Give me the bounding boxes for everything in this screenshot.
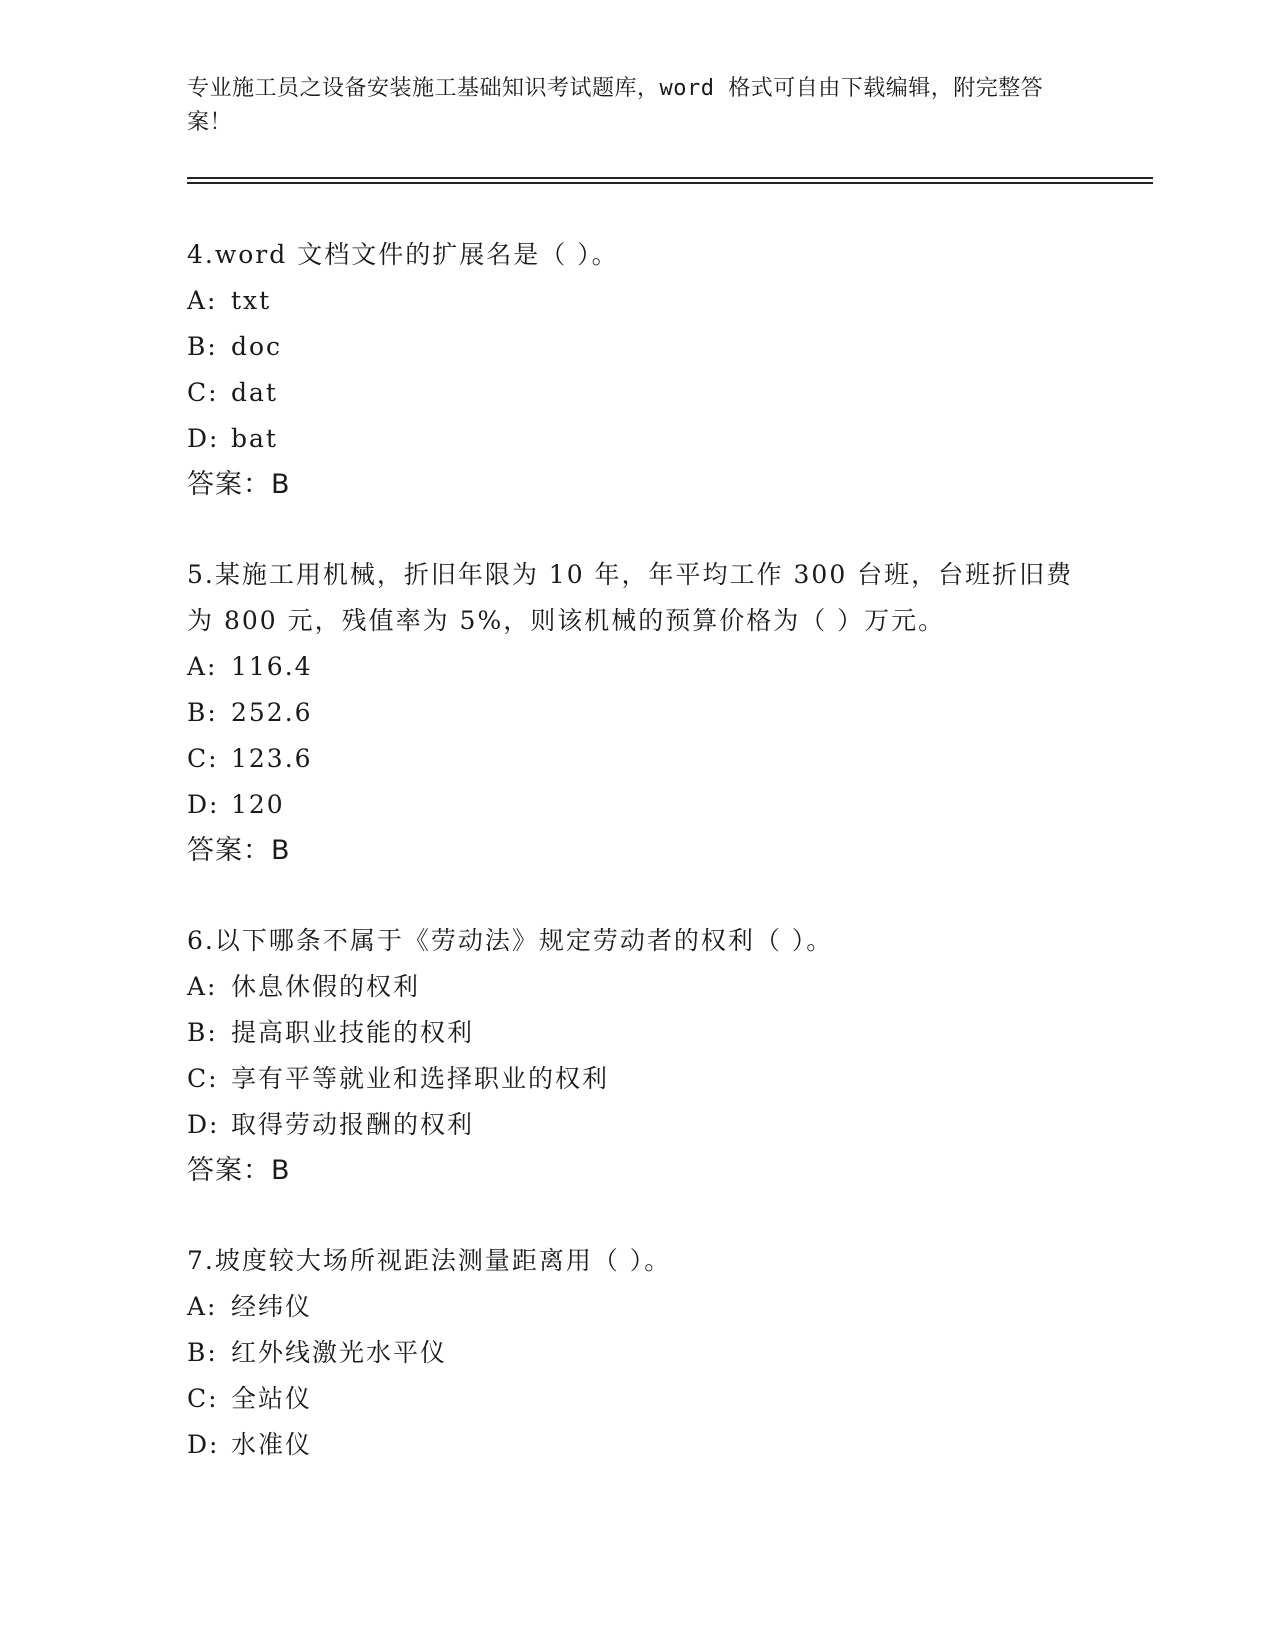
question-stem: 7.坡度较大场所视距法测量距离用（ ）。 <box>187 1246 672 1275</box>
question-5 <box>187 552 1087 874</box>
option-text: 全站仪 <box>231 1384 313 1413</box>
option-label: C: <box>187 378 219 407</box>
option-d <box>187 782 1087 828</box>
option-label: A: <box>187 652 218 681</box>
document-header: 专业施工员之设备安装施工基础知识考试题库，word 格式可自由下载编辑，附完整答案！ <box>187 76 1044 135</box>
option-label: A: <box>187 286 218 315</box>
question-4 <box>187 232 1087 508</box>
answer-line: 答案：B <box>187 469 291 500</box>
option-text: 120 <box>231 790 285 819</box>
answer-line: 答案：B <box>187 835 291 866</box>
option-label: A: <box>187 1292 218 1321</box>
option-text: 休息休假的权利 <box>231 972 421 1001</box>
option-text: dat <box>231 378 278 407</box>
option-c <box>187 370 1087 416</box>
option-text: doc <box>231 332 283 361</box>
option-c <box>187 1056 1087 1102</box>
option-a <box>187 278 1087 324</box>
option-label: B: <box>187 332 218 361</box>
header-rule-top <box>187 177 1153 179</box>
option-text: 取得劳动报酬的权利 <box>231 1110 475 1139</box>
option-label: D: <box>187 1110 220 1139</box>
option-text: 享有平等就业和选择职业的权利 <box>231 1064 610 1093</box>
option-text: 116.4 <box>231 652 313 681</box>
question-7 <box>187 1238 1087 1468</box>
question-stem: 6.以下哪条不属于《劳动法》规定劳动者的权利（ ）。 <box>187 926 834 955</box>
question-6 <box>187 918 1087 1194</box>
option-a <box>187 1284 1087 1330</box>
option-label: D: <box>187 424 220 453</box>
option-text: 252.6 <box>231 698 313 727</box>
option-label: B: <box>187 698 218 727</box>
option-c <box>187 1376 1087 1422</box>
option-label: D: <box>187 790 220 819</box>
option-label: C: <box>187 1064 219 1093</box>
option-b <box>187 690 1087 736</box>
option-a <box>187 964 1087 1010</box>
option-text: txt <box>231 286 272 315</box>
option-c <box>187 736 1087 782</box>
question-list <box>187 232 1087 1468</box>
option-label: B: <box>187 1018 218 1047</box>
header-rule-bottom <box>187 182 1153 184</box>
option-b <box>187 1010 1087 1056</box>
option-d <box>187 1102 1087 1148</box>
option-text: 经纬仪 <box>231 1292 313 1321</box>
option-text: 水准仪 <box>231 1430 313 1459</box>
option-text: 红外线激光水平仪 <box>231 1338 448 1367</box>
option-label: D: <box>187 1430 220 1459</box>
option-label: C: <box>187 1384 219 1413</box>
option-text: 123.6 <box>231 744 313 773</box>
option-label: B: <box>187 1338 218 1367</box>
option-text: bat <box>231 424 278 453</box>
option-label: A: <box>187 972 218 1001</box>
option-d <box>187 1422 1087 1468</box>
answer-line: 答案：B <box>187 1155 291 1186</box>
question-stem: 5.某施工用机械，折旧年限为 10 年，年平均工作 300 台班，台班折旧费为 800 元，残值率为 5%，则该机械的预算价格为（ ）万元。 <box>187 560 1074 635</box>
option-label: C: <box>187 744 219 773</box>
option-text: 提高职业技能的权利 <box>231 1018 475 1047</box>
question-stem: 4.word 文档文件的扩展名是（ ）。 <box>187 240 619 269</box>
option-b <box>187 324 1087 370</box>
option-b <box>187 1330 1087 1376</box>
option-a <box>187 644 1087 690</box>
option-d <box>187 416 1087 462</box>
